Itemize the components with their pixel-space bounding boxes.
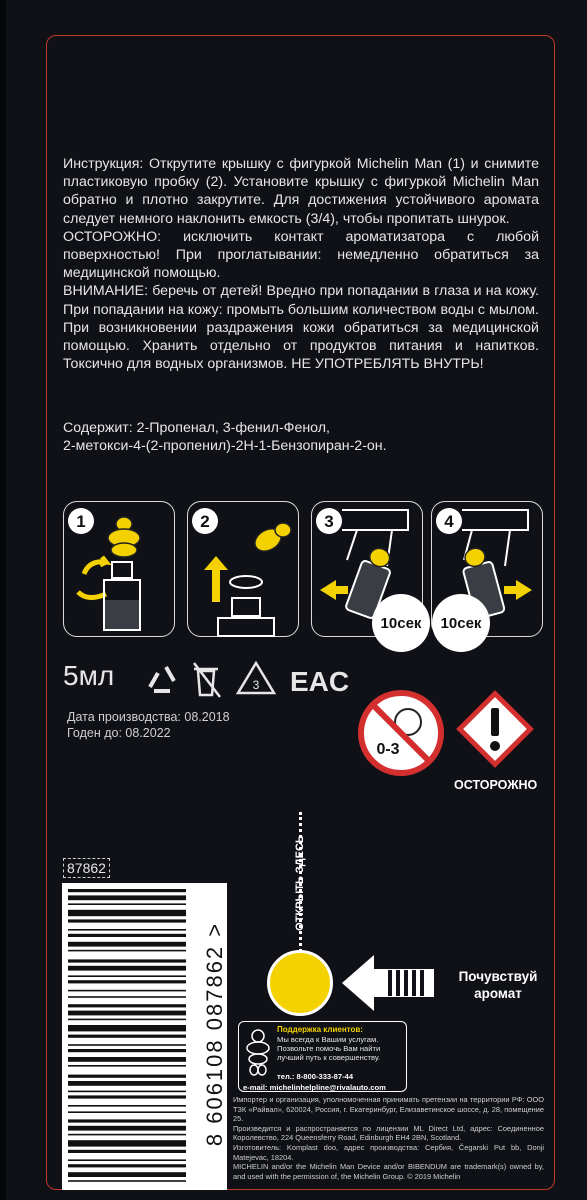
step-number: 2 <box>200 512 210 531</box>
eac-mark: EAC <box>290 666 350 697</box>
step-2-illustration <box>188 502 300 638</box>
trash-bin-icon <box>194 663 220 697</box>
legal-trademark: MICHELIN and/or the Michelin Man Device and/or BIBENDUM are trademark(s) owned by, and used with the permission of, the Michelin Group. © 2019 Michelin <box>233 1162 544 1181</box>
michelin-man-icon <box>244 1028 272 1076</box>
step-number: 4 <box>444 512 454 531</box>
symbols-row <box>140 657 350 699</box>
step-3-panel <box>311 501 423 637</box>
volume-label: 5мл <box>63 660 115 691</box>
legal-license: Произведится и распространяется по лицензии ML Direct Ltd, адрес: Соединенное Королевство, 224 Queensferry Road, Edinburgh EH4 2BN, Scotland. <box>233 1123 544 1143</box>
michelin-man-icon <box>108 517 140 557</box>
hazard-exclamation-icon <box>452 686 538 772</box>
support-title: Поддержка клиентов: <box>277 1025 363 1034</box>
scent-circle[interactable] <box>267 950 333 1016</box>
michelin-man-icon <box>251 523 291 556</box>
step-1-panel <box>63 501 175 637</box>
step-1-illustration <box>64 502 176 638</box>
support-box <box>238 1021 407 1092</box>
production-date: Дата производства: 08.2018 <box>67 710 230 724</box>
time-badge: 10сек <box>432 594 490 652</box>
left-arrow-icon <box>338 950 438 1016</box>
composition-text <box>63 419 543 455</box>
instructions-paragraph: Инструкция: Открутите крышку с фигуркой Michelin Man (1) и снимите пластиковую пробку (2). Установите крышку с фигуркой Michelin Man обратно и плотно закрутите. Для достижения устойчивого аромата следует немного наклонить емкость (3/4), чтобы пропитать шнурок. <box>63 156 539 227</box>
caution-label: ОСТОРОЖНО <box>454 778 538 792</box>
open-here-label: ОТКРЫТЬ ЗДЕСЬ <box>294 835 306 931</box>
product-code: 87862 <box>63 858 110 878</box>
support-text: Мы всегда к Вашим услугам. Позвольте помочь Вам найти лучший путь к совершенству. <box>277 1035 381 1062</box>
left-edge-bar <box>0 0 6 1200</box>
barcode-number: 8 606108 087862 > <box>202 921 227 1147</box>
legal-importer: Импортер и организация, уполномоченная принимать претензии на территории РФ: ООО ТЗК «Райвал», 620024, Россия, г. Екатеринбург, Елизаветинское шоссе, д. 28, помещение 25. <box>233 1095 544 1124</box>
legal-manufacturer: Изготовитель: Komplast doo, адрес производства: Сербия, Čegarski Put bb, Donji Matejevac, 18204. <box>233 1142 544 1162</box>
instructions-text <box>63 155 539 373</box>
legal-text <box>233 1095 544 1181</box>
recycle-icon <box>150 667 174 691</box>
composition-line-2: 2-метокси-4-(2-пропенил)-2Н-1-Бензопиран-2-он. <box>63 438 387 455</box>
step-4-panel <box>431 501 543 637</box>
expiry-date: Годен до: 08.2022 <box>67 726 171 740</box>
composition-line-1: Содержит: 2-Пропенал, 3-фенил-Фенол, <box>63 420 330 436</box>
age-warning-icon <box>356 688 446 778</box>
support-email[interactable]: e-mail: michelinhelpline@rivalauto.com <box>243 1083 386 1092</box>
feel-aroma-label: Почувствуй аромат <box>458 969 538 1001</box>
step-number: 3 <box>324 512 334 531</box>
step-2-panel <box>187 501 299 637</box>
dates-block <box>67 709 230 741</box>
recycle-number: 3 <box>252 678 260 692</box>
step-number: 1 <box>76 512 86 531</box>
age-range: 0-3 <box>376 741 400 758</box>
barcode <box>62 883 227 1190</box>
time-badge: 10сек <box>372 594 430 652</box>
caution-paragraph: ОСТОРОЖНО: исключить контакт ароматизатора с любой поверхностью! При проглатывании: немедленно обратиться за медицинской помощью. <box>63 228 539 282</box>
support-phone[interactable]: тел.: 8-800-333-87-44 <box>277 1072 354 1081</box>
warning-paragraph: ВНИМАНИЕ: беречь от детей! Вредно при попадании в глаза и на кожу. При попадании на кожу: промыть большим количеством воды с мылом. При возникновении раздражения кожи обратиться за медицинской помощью. Хранить отдельно от продуктов питания и напитков. Токсично для водных организмов. НЕ УПОТРЕБЛЯТЬ ВНУТРЬ! <box>63 283 539 373</box>
